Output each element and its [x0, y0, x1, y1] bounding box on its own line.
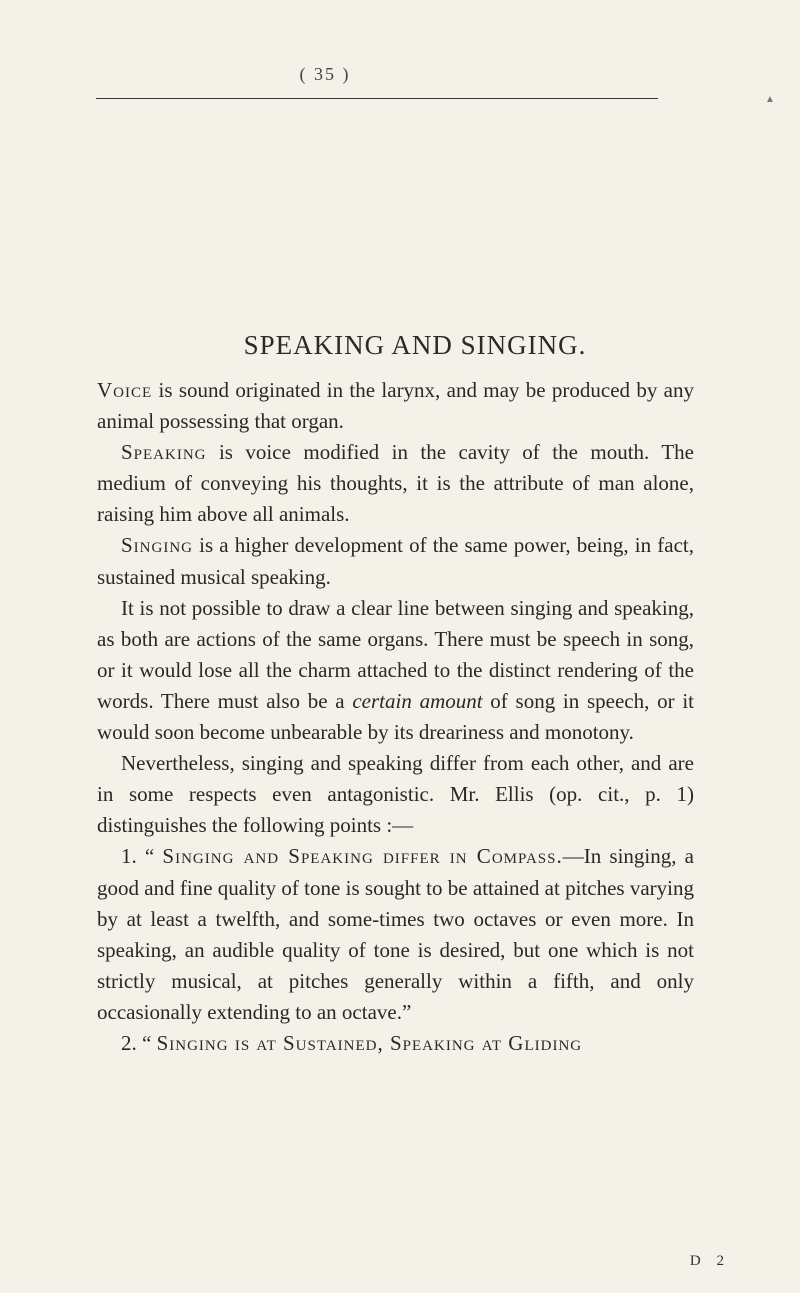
term-voice: Voice	[97, 378, 153, 402]
paragraph-speaking	[97, 437, 694, 530]
point-prefix: 1. “	[121, 844, 163, 869]
page-number: ( 35 )	[299, 64, 351, 84]
term-singing: Singing	[121, 533, 193, 558]
paragraph-nevertheless	[97, 748, 694, 841]
paragraph-text: is voice modified in the cavity of the mouth. The medium of conveying his thoughts, it is the attribute of man alone, raising him above all animals.	[97, 440, 694, 527]
paragraph-point-1	[97, 841, 694, 1028]
signature-mark: D 2	[689, 1253, 730, 1269]
body-text	[97, 375, 694, 1059]
paragraph-text: —In singing, a good and fine quality of tone is sought to be attained at pitches varying by at least a twelfth, and some-times two octaves or even more. In speaking, an audible quality of tone is desired, but one which is not strictly musical, at pitches generally within a fifth, and only occasionally extending to an octave.”	[97, 844, 694, 1024]
paragraph-point-2	[97, 1028, 694, 1059]
corner-mark: ▲	[765, 94, 775, 105]
point-title: Singing is at Sustained, Speaking at Gliding	[156, 1030, 583, 1055]
chapter-heading: SPEAKING AND SINGING.	[243, 330, 587, 360]
point-title: Singing and Speaking differ in Compass.	[162, 844, 563, 869]
emphasis-text: certain amount	[352, 688, 483, 713]
paragraph-singing	[97, 530, 694, 592]
header-rule	[96, 98, 658, 99]
paragraph-text: is a higher development of the same power, being, in fact, sustained musical speaking.	[97, 533, 694, 589]
term-speaking: Speaking	[121, 440, 207, 465]
paragraph-text: of song in speech, or it would soon become unbearable by its dreariness and monotony.	[97, 688, 695, 745]
paragraph-distinction	[97, 593, 694, 748]
paragraph-text: Nevertheless, singing and speaking differ from each other, and are in some respects even antagonistic. Mr. Ellis (op. cit., p. 1) distinguishes the following points :—	[97, 751, 694, 838]
paragraph-voice	[97, 375, 694, 437]
paragraph-text: It is not possible to draw a clear line between singing and speaking, as both are actions of the same organs. There must be speech in song, or it would lose all the charm attached to the distinct rendering of the words. There must also be a	[97, 595, 694, 713]
paragraph-text: is sound originated in the larynx, and may be produced by any animal possessing that organ.	[97, 378, 694, 434]
point-prefix: 2. “	[121, 1030, 157, 1055]
